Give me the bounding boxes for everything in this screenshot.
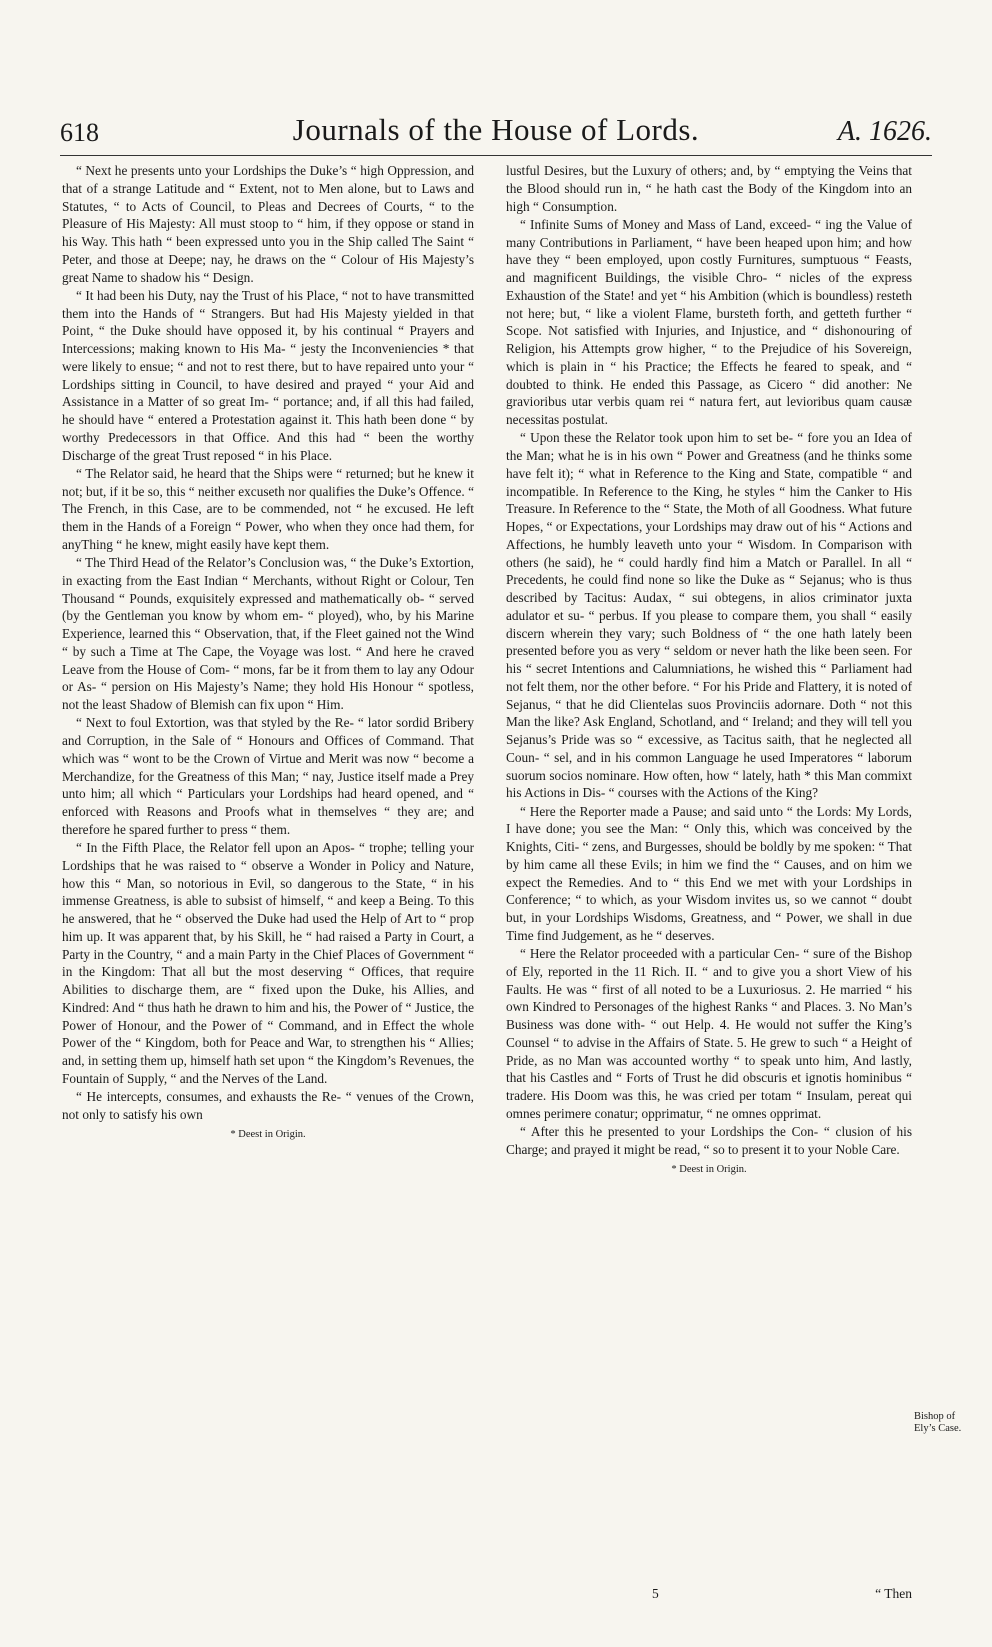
- paragraph: “ Upon these the Relator took upon him to set be- “ fore you an Idea of the Man; what he is in his own “ Power and Greatness (and he thinks some have felt it); “ what in Reference to the King and State, compatible “ and incompatible. In Reference to the King, he styles “ him the Canker to His Treasure. In Reference to the “ State, the Moth of all Goodness. What future Hopes, “ or Expectations, your Lordships may draw out of his “ Actions and Affections, he humbly leaveth unto your “ Wisdom. In Comparison with others (he said), he “ could hardly find him a Match or Parallel. In all “ Precedents, he could find none so like the Duke as “ Sejanus; who is thus described by Tacitus: Audax, “ sui obtegens, in alios criminator juxta adulator et su- “ perbus. If you please to compare them, you shall “ easily discern wherein they vary; such Boldness of “ the one hath lately been presented before you as very “ seldom or never hath the like been seen. For his “ secret Intentions and Calumniations, he wished this “ Parliament had not felt them, nor the other before. “ For his Pride and Flattery, it is noted of Sejanus, “ that he did Clientelas suos Provinciis adornare. Doth “ not this Man the like? Ask England, Schotland, and “ Ireland; and they will tell you Sejanus’s Pride was so “ excessive, as Tacitus saith, that he neglected all Coun- “ sel, and in his common Language he used Imperatores “ laborum suorum socios nominare. How often, how “ lately, hath * this Man commixt his Actions in Dis- “ courses with the Actions of the King?: [506, 430, 912, 801]
- paragraph: “ In the Fifth Place, the Relator fell upon an Apos- “ trophe; telling your Lordships that he was raised to “ observe a Wonder in Policy and Nature, how this “ Man, so notorious in Evil, so dangerous to the State, “ in his immense Greatness, is able to subsist of himself, “ and keep a Being. To this he answered, that he “ observed the Duke had used the Help of Art to “ prop him up. It was apparent that, by his Skill, he “ had raised a Party in Court, a Party in the Country, “ and a main Party in the Chief Places of Government “ in the Kingdom: That all but the most deserving “ Offices, that require Abilities to discharge them, are “ fixed upon the Duke, his Allies, and Kindred: And “ thus hath he drawn to him and his, the Power of “ Justice, the Power of Honour, and the Power of “ Command, and in Effect the whole Power of the “ Kingdom, both for Peace and War, to strengthen his “ Allies; and, in setting them up, himself hath set upon “ the Kingdom’s Revenues, the Fountain of Supply, “ and the Nerves of the Land.: [62, 840, 474, 1086]
- paragraph: “ Here the Reporter made a Pause; and said unto “ the Lords: My Lords, I have done; you see the Man: “ Only this, which was conceived by the Knights, Citi- “ zens, and Burgesses, should be boldly by me spoken: “ That by him came all these Evils; in him we find the “ Causes, and on him we expect the Remedies. And to “ this End we met with your Lordships in Conference; “ to which, as your Wisdom invites us, so we cannot “ doubt but, in your Lordships Wisdoms, Greatness, and “ Power, we shall in due Time find Judgement, as he “ deserves.: [506, 803, 912, 943]
- journal-title: Journals of the House of Lords.: [292, 112, 700, 147]
- paragraph: “ He intercepts, consumes, and exhausts the Re- “ venues of the Crown, not only to satisfy his own: [62, 1089, 474, 1122]
- paragraph: “ Infinite Sums of Money and Mass of Land, exceed- “ ing the Value of many Contributions in Parliament, “ have been heaped upon him; and how have they “ been employed, upon costly Furnitures, sumptuous “ Feasts, and magnificent Buildings, the visible Chro- “ nicles of the express Exhaustion of the State! and yet “ his Ambition (which is boundless) resteth not here; but, “ like a violent Flame, bursteth forth, and getteth further “ Scope. Not satisfied with Injuries, and Injustice, and “ dishonouring of Religion, his Attempts grow higher, “ to the Prejudice of his Sovereign, which is plain in “ his Practice; the Effects he feared to speak, and “ doubted to think. He ended this Passage, as Cicero “ did another: Ne gravioribus utar verbis quam rei “ natura fert, aut levioribus quam causæ necessitas postulat.: [506, 216, 912, 427]
- paragraph: “ Next to foul Extortion, was that styled by the Re- “ lator sordid Bribery and Corruption, in the Sale of “ Honours and Offices of Command. That which was “ wont to be the Crown of Virtue and Merit was now “ become a Merchandize, for the Greatness of this Man; “ nay, Justice itself made a Prey unto him; all which “ Particulars your Lordships had heard opened, and “ enforced with Reasons and Proofs what in themselves “ they are; and therefore he spared further to press “ them.: [62, 715, 474, 837]
- page-footer: [506, 1586, 912, 1606]
- paragraph: “ After this he presented to your Lordships the Con- “ clusion of his Charge; and prayed it might be read, “ so to present it to your Noble Care.: [506, 1124, 912, 1157]
- footnote: * Deest in Origin.: [230, 1128, 306, 1140]
- paragraph: “ The Relator said, he heard that the Ships were “ returned; but he knew it not; but, if it be so, this “ neither excuseth nor qualifies the Duke’s Offence. “ The French, in this Case, are to be commended, not “ he excused. He left them in the Hands of a Foreign “ Power, who when they once had them, for anyThing “ he knew, might easily have kept them.: [62, 465, 474, 552]
- paragraph: “ The Third Head of the Relator’s Conclusion was, “ the Duke’s Extortion, in exacting from the East Indian “ Merchants, without Right or Colour, Ten Thousand “ Pounds, exquisitely expressed and mathematically ob- “ served (by the Gentleman you know by whom em- “ ployed), who, by his Marine Experience, learned this “ Observation, that, if the Fleet gained not the Wind “ by such a Time at The Cape, the Voyage was lost. “ And here he craved Leave from the House of Com- “ mons, far be it from them to lay any Odour or As- “ persion on His Majesty’s Name; they hold His Honour “ spotless, not the least Shadow of Blemish can fix upon “ Him.: [62, 555, 474, 712]
- margin-note: Bishop of Ely’s Case.: [914, 1411, 962, 1434]
- left-column: [62, 162, 474, 1143]
- signature-mark: 5: [652, 1586, 659, 1601]
- paragraph: “ Next he presents unto your Lordships the Duke’s “ high Oppression, and that of a strange Latitude and “ Extent, not to Men alone, but to Laws and Statutes, “ to Acts of Council, to Pleas and Decrees of Courts, “ to the Pleasure of His Majesty: All must stoop to “ him, if they oppose or stand in his Way. This hath “ been expressed unto you in the Ship called The Saint “ Peter, and those at Deepe; nay, he draws on the “ Colour of His Majesty’s great Name to shadow his “ Design.: [62, 163, 474, 285]
- year-label: A. 1626.: [837, 116, 932, 147]
- paragraph: “ It had been his Duty, nay the Trust of his Place, “ not to have transmitted them into the Hands of “ Strangers. But had His Majesty yielded in that Point, “ the Duke should have opposed it, by his continual “ Prayers and Intercessions; making known to His Ma- “ jesty the Inconveniencies * that were likely to ensue; “ and not to rest there, but to have repaired unto your “ Lordships sitting in Council, to have desired and prayed “ your Aid and Assistance in a Matter of so great Im- “ portance; and, if all this had failed, he should have “ entered a Protestation against it. This hath been done “ by worthy Predecessors in that Office. And this had “ been the worthy Discharge of the great Trust reposed “ in his Place.: [62, 287, 474, 463]
- page-header: [60, 112, 932, 156]
- footnote: * Deest in Origin.: [671, 1163, 747, 1175]
- page-number: 618: [60, 118, 99, 147]
- paragraph: lustful Desires, but the Luxury of others; and, by “ emptying the Veins that the Blood should run in, “ he hath cast the Body of the Kingdom into an high “ Consumption.: [506, 163, 912, 214]
- catchword: “ Then: [875, 1586, 912, 1601]
- header-rule: [60, 155, 932, 156]
- paragraph: “ Here the Relator proceeded with a particular Cen- “ sure of the Bishop of Ely, reported in the 11 Rich. II. “ and to give you a short View of his Faults. He was “ first of all noted to be a Luxuriosus. 2. He married “ his own Kindred to Personages of the highest Ranks “ and Places. 3. No Man’s Business was done with- “ out Help. 4. He would not suffer the King’s Counsel “ to advise in the Affairs of State. 5. He grew to such “ a Height of Pride, as no Man was accounted worthy “ to speak unto him, And lastly, that his Castles and “ Forts of Trust he did obscuris et ignotis hominibus “ tradere. His Doom was this, he was cried per totam “ Insulam, pereat qui omnes perimere conatur; opprimatur, “ ne omnes opprimat.: [506, 946, 912, 1121]
- right-column: [506, 162, 912, 1178]
